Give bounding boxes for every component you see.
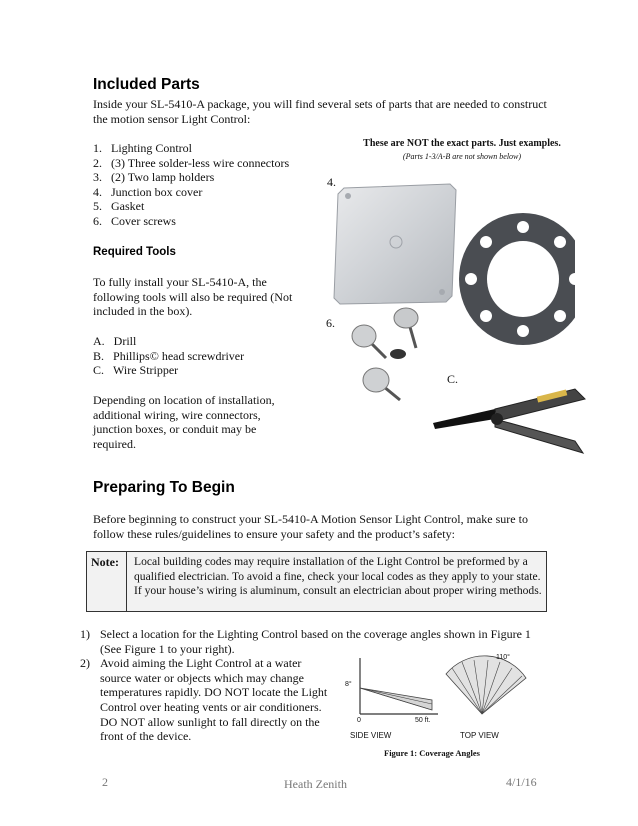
list-item <box>93 199 289 214</box>
parts-disclaimer-sub: (Parts 1-3/A-B are not shown below) <box>402 152 522 161</box>
wire-stripper-image <box>425 375 595 465</box>
list-item <box>93 363 244 378</box>
item-text: Wire Stripper <box>113 363 179 378</box>
item-number: 1. <box>93 141 102 155</box>
footer-date: 4/1/16 <box>506 775 537 789</box>
footer-brand: Heath Zenith <box>284 777 347 791</box>
included-parts-intro: Inside your SL-5410-A package, you will find several sets of parts that are needed to construct the motion sensor Light Control: <box>93 97 547 126</box>
top-angle-label: 110° <box>496 654 510 661</box>
step-number: 2) <box>80 656 90 671</box>
page-number: 2 <box>102 775 108 789</box>
figure-caption: Figure 1: Coverage Angles <box>384 748 480 758</box>
item-letter: C. <box>93 363 105 378</box>
item-number: 2. <box>93 155 102 170</box>
gasket-image <box>457 213 575 347</box>
item-text: Gasket <box>111 199 145 214</box>
label-cover: 4. <box>327 175 336 189</box>
parts-list <box>93 141 289 229</box>
required-tools-intro: To fully install your SL-5410-A, the following tools will also be required (Not included in the box). <box>93 275 293 319</box>
preparing-intro: Before beginning to construct your SL-5410-A Motion Sensor Light Control, make sure to follow these rules/guidelines to ensure your safety and the product’s safety: <box>93 512 528 541</box>
list-item <box>93 185 289 200</box>
step-text: Avoid aiming the Light Control at a water source water or objects which may change temperatures rapidly. DO NOT locate the Light Control over heating vents or air conditioners. DO NOT allow sunlight to fall directly on the front of the device. <box>100 656 328 744</box>
item-text: Drill <box>113 334 137 348</box>
step-text: Select a location for the Lighting Control based on the coverage angles shown in Figure 1 (See Figure 1 to your right). <box>100 627 531 656</box>
list-item <box>93 156 289 171</box>
item-letter: B. <box>93 348 105 363</box>
item-text: Phillips© head screwdriver <box>113 348 245 363</box>
parts-disclaimer: These are NOT the exact parts. Just examples. <box>363 138 561 149</box>
item-number: 6. <box>93 213 102 228</box>
item-number: 5. <box>93 199 102 214</box>
junction-box-cover-image <box>330 180 460 310</box>
note-text: Local building codes may require installation of the Light Control be preformed by a qualified electrician. To avoid a fine, check your local codes as they apply to your state. If your house’s wiring is aluminum, consult an electrician about proper wiring methods. <box>134 555 542 598</box>
note-label: Note: <box>87 552 127 611</box>
item-text: (3) Three solder-less wire connectors <box>111 155 290 170</box>
coverage-angles-figure <box>340 650 535 740</box>
item-letter: A. <box>93 334 105 348</box>
item-text: (2) Two lamp holders <box>111 170 215 185</box>
required-tools-heading: Required Tools <box>93 246 176 258</box>
list-item <box>93 141 289 156</box>
item-number: 4. <box>93 184 102 199</box>
list-item <box>93 214 289 229</box>
additional-materials-note: Depending on location of installation, additional wiring, wire connectors, junction boxes, or conduit may be required. <box>93 393 275 451</box>
tools-list <box>93 334 244 378</box>
axis-far-label: 50 ft. <box>415 717 431 724</box>
note-box <box>86 551 547 612</box>
item-text: Junction box cover <box>111 184 203 199</box>
preparing-heading: Preparing To Begin <box>93 479 235 496</box>
included-parts-heading: Included Parts <box>93 76 200 93</box>
side-view-label: SIDE VIEW <box>350 731 392 740</box>
axis-zero-label: 0 <box>357 717 361 724</box>
side-view-diagram <box>360 658 438 714</box>
label-screws: 6. <box>326 316 335 330</box>
item-text: Cover screws <box>111 213 176 228</box>
list-item <box>93 170 289 185</box>
top-view-diagram <box>446 656 526 714</box>
item-text: Lighting Control <box>111 141 192 155</box>
list-item <box>93 334 244 349</box>
side-angle-label: 8° <box>345 681 352 688</box>
step-number: 1) <box>80 627 90 641</box>
item-number: 3. <box>93 170 102 185</box>
label-stripper: C. <box>447 372 459 386</box>
list-item <box>93 349 244 364</box>
top-view-label: TOP VIEW <box>460 731 499 740</box>
